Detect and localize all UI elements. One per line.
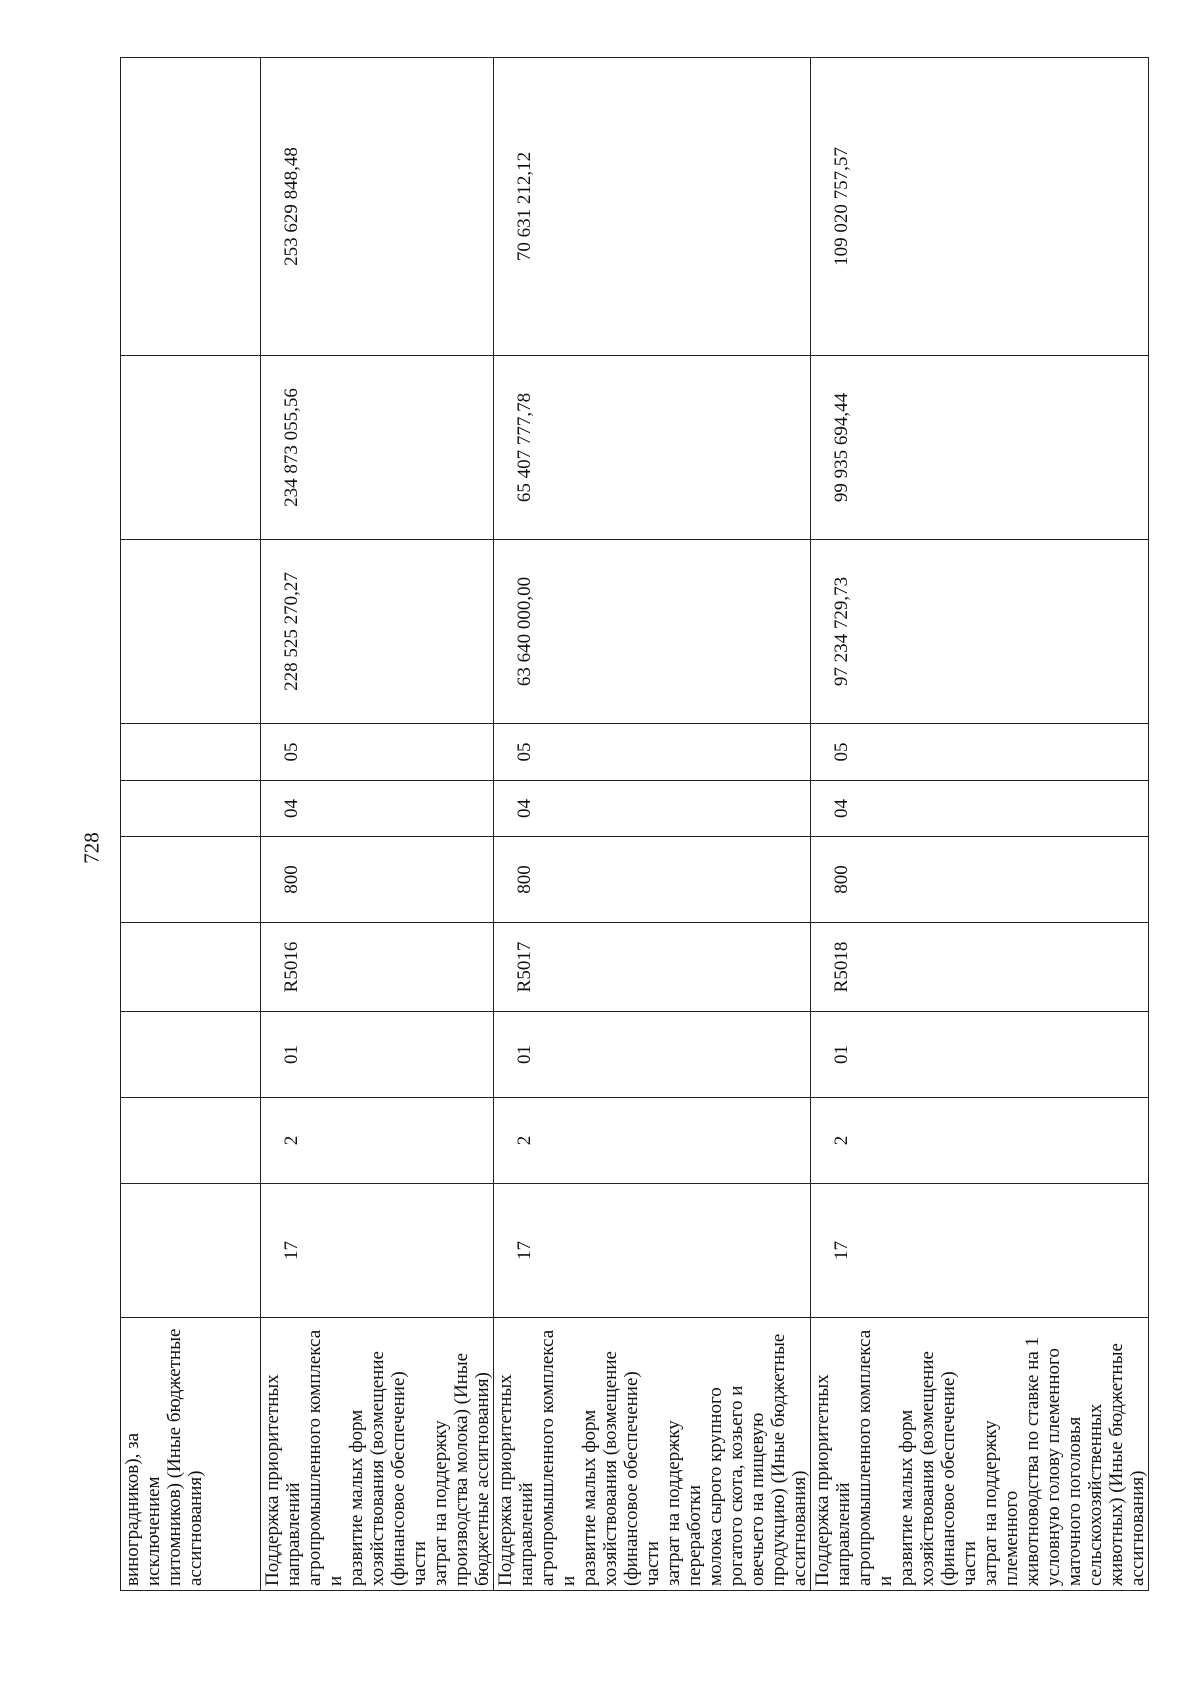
page-number: 728 (79, 832, 104, 864)
code5-cell: 800 (811, 837, 1149, 923)
code4-cell (121, 923, 261, 1012)
code3-cell: 01 (811, 1012, 1149, 1098)
amount3-cell (121, 58, 261, 356)
code4-cell: R5017 (494, 923, 811, 1012)
amount2-cell: 65 407 777,78 (494, 356, 811, 540)
code4-cell: R5018 (811, 923, 1149, 1012)
row-name-text: Поддержка приоритетных направлений агропромышленного комплекса и развитие малых форм хозяйствования (возмещение (финансовое обеспечение) части затрат на поддержку переработки молока сырого крупного рогатого скота, козьего и овечьего на пищевую продукцию) (Иные бюджетные ассигнования) (495, 1329, 810, 1586)
code2-cell: 2 (811, 1098, 1149, 1184)
code1-cell (121, 1184, 261, 1318)
amount1-cell: 63 640 000,00 (494, 540, 811, 724)
amount1-cell: 228 525 270,27 (261, 540, 494, 724)
budget-table (120, 57, 1149, 1591)
code1-cell: 17 (494, 1184, 811, 1318)
code1-cell: 17 (811, 1184, 1149, 1318)
code5-cell: 800 (494, 837, 811, 923)
table-row (261, 58, 494, 1591)
row-name-cell (261, 1318, 494, 1591)
code2-cell (121, 1098, 261, 1184)
row-name-cell (121, 1318, 261, 1591)
amount3-cell: 70 631 212,12 (494, 58, 811, 356)
budget-table-wrapper (120, 58, 1148, 1591)
code3-cell: 01 (494, 1012, 811, 1098)
row-name-text: Поддержка приоритетных направлений агропромышленного комплекса и развитие малых форм хозяйствования (возмещение (финансовое обеспечение) части затрат на поддержку племенного животноводства по ставке на 1 условную голову племенного маточного поголовья сельскохозяйственных животных) (Иные бюджетные ассигнования) (812, 1329, 1148, 1586)
code7-cell: 05 (261, 724, 494, 781)
amount3-cell: 109 020 757,57 (811, 58, 1149, 356)
amount2-cell: 99 935 694,44 (811, 356, 1149, 540)
amount2-cell (121, 356, 261, 540)
code2-cell: 2 (261, 1098, 494, 1184)
amount2-cell: 234 873 055,56 (261, 356, 494, 540)
code3-cell: 01 (261, 1012, 494, 1098)
code3-cell (121, 1012, 261, 1098)
row-name-text: виноградников), за исключением питомников) (Иные бюджетные ассигнования) (122, 1328, 206, 1586)
code5-cell (121, 837, 261, 923)
table-row (121, 58, 261, 1591)
code1-cell: 17 (261, 1184, 494, 1318)
code7-cell (121, 724, 261, 781)
code4-cell: R5016 (261, 923, 494, 1012)
table-row (494, 58, 811, 1591)
code6-cell (121, 781, 261, 837)
row-name-cell (811, 1318, 1149, 1591)
amount1-cell (121, 540, 261, 724)
code6-cell: 04 (494, 781, 811, 837)
code5-cell: 800 (261, 837, 494, 923)
code2-cell: 2 (494, 1098, 811, 1184)
row-name-cell (494, 1318, 811, 1591)
amount3-cell: 253 629 848,48 (261, 58, 494, 356)
row-name-text: Поддержка приоритетных направлений агропромышленного комплекса и развитие малых форм хозяйствования (возмещение (финансовое обеспечение) части затрат на поддержку производства молока) (Иные бюджетные ассигнования) (262, 1329, 493, 1586)
code6-cell: 04 (261, 781, 494, 837)
code7-cell: 05 (811, 724, 1149, 781)
table-row (811, 58, 1149, 1591)
code7-cell: 05 (494, 724, 811, 781)
code6-cell: 04 (811, 781, 1149, 837)
amount1-cell: 97 234 729,73 (811, 540, 1149, 724)
